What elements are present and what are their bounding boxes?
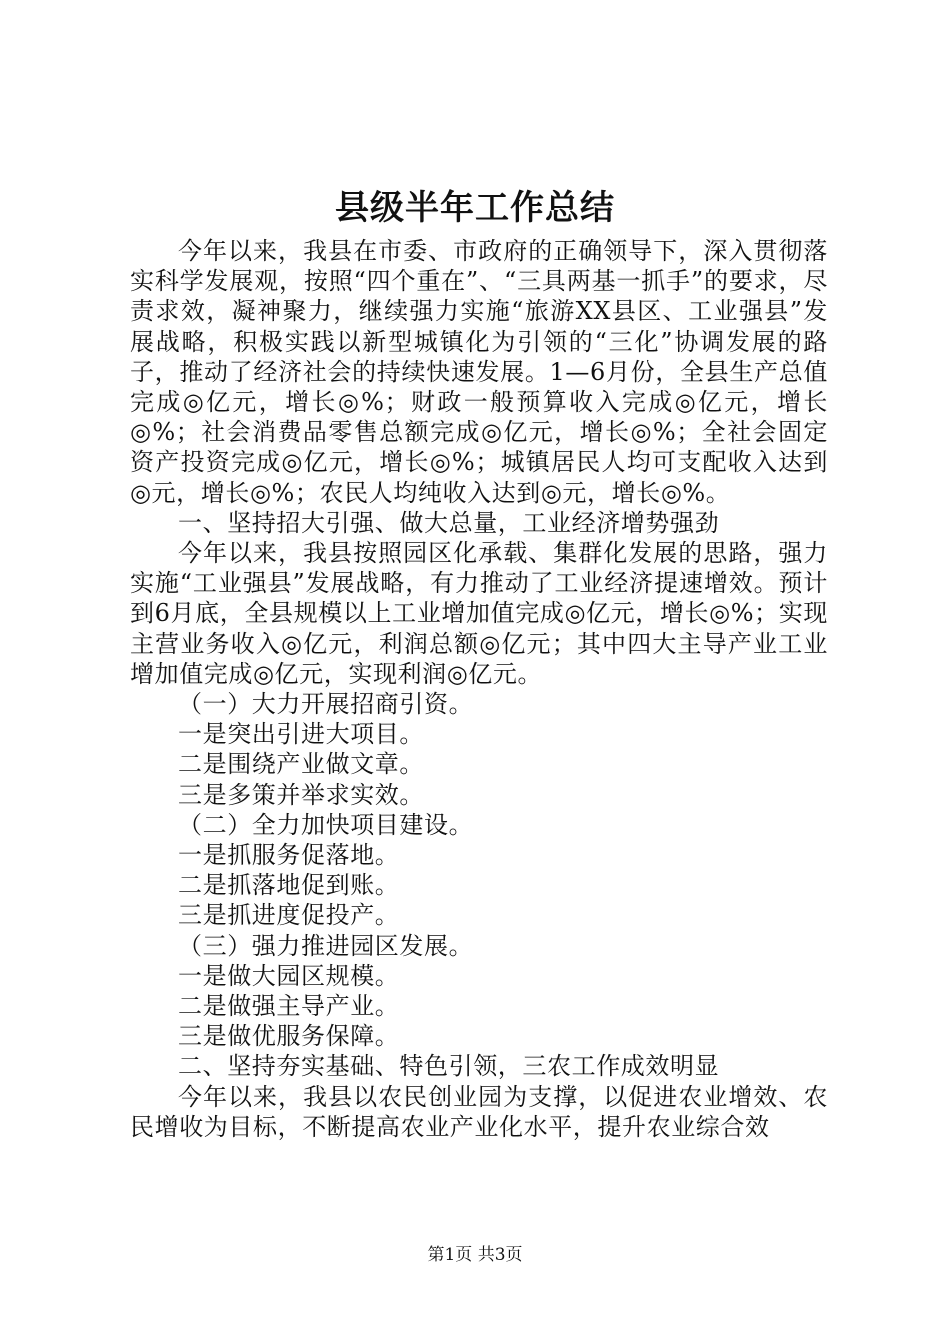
intro-paragraph: 今年以来，我县在市委、市政府的正确领导下，深入贯彻落实科学发展观，按照“四个重在”、“三具两基一抓手”的要求，尽责求效，凝神聚力，继续强力实施“旅游XX县区、工业强县”发展战略，积极实践以新型城镇化为引领的“三化”协调发展的路子，推动了经济社会的持续快速发展。1—6月份，全县生产总值完成◎亿元，增长◎%；财政一般预算收入完成◎亿元，增长◎%；社会消费品零售总额完成◎亿元，增长◎%；全社会固定资产投资完成◎亿元，增长◎%；城镇居民人均可支配收入达到◎元，增长◎%；农民人均纯收入达到◎元，增长◎%。 [130, 237, 828, 507]
list-item: 二是围绕产业做文章。 [178, 750, 424, 779]
document-title: 县级半年工作总结 [335, 188, 615, 228]
section-heading-1: 一、坚持招大引强、做大总量，工业经济增势强劲 [178, 508, 720, 537]
list-item: 二是抓落地促到账。 [178, 871, 400, 900]
section-2-paragraph: 今年以来，我县以农民创业园为支撑，以促进农业增效、农民增收为目标，不断提高农业产业化水平，提升农业综合效 [130, 1082, 828, 1141]
subsection-heading-3: （三）强力推进园区发展。 [178, 931, 474, 960]
document-body [130, 236, 828, 1142]
section-heading-2: 二、坚持夯实基础、特色引领，三农工作成效明显 [178, 1052, 720, 1081]
list-item: 一是抓服务促落地。 [178, 841, 400, 870]
list-item: 二是做强主导产业。 [178, 992, 400, 1021]
subsection-heading-2: （二）全力加快项目建设。 [178, 810, 474, 839]
section-1-paragraph: 今年以来，我县按照园区化承载、集群化发展的思路，强力实施“工业强县”发展战略，有力推动了工业经济提速增效。预计到6月底，全县规模以上工业增加值完成◎亿元，增长◎%；实现主营业务收入◎亿元，利润总额◎亿元；其中四大主导产业工业增加值完成◎亿元，实现利润◎亿元。 [130, 539, 828, 688]
list-item: 三是抓进度促投产。 [178, 901, 400, 930]
list-item: 三是做优服务保障。 [178, 1022, 400, 1051]
list-item: 一是做大园区规模。 [178, 961, 400, 990]
subsection-heading-1: （一）大力开展招商引资。 [178, 690, 474, 719]
page-footer: 第1页 共3页 [427, 1245, 523, 1265]
list-item: 三是多策并举求实效。 [178, 780, 424, 809]
list-item: 一是突出引进大项目。 [178, 720, 424, 749]
